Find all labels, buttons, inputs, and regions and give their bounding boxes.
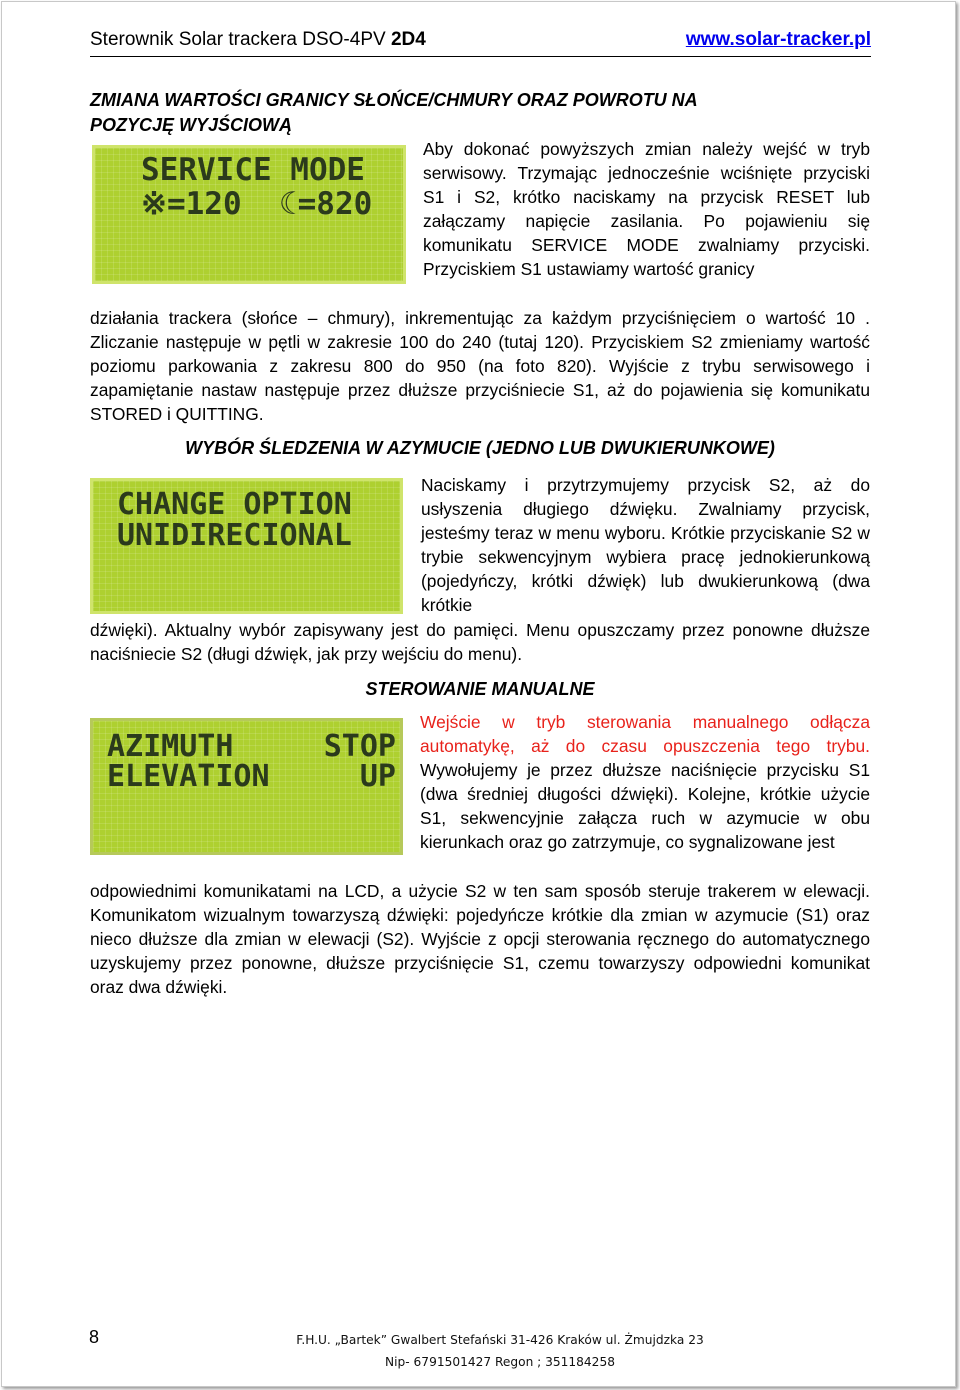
lcd-option-line1: CHANGE OPTION [117, 487, 352, 522]
header-title-model: 2D4 [390, 29, 426, 50]
lcd-service-line1: SERVICE MODE [141, 152, 365, 188]
footer-tax-ids: Nip- 6791501427 Regon ; 351184258 [385, 1355, 615, 1369]
section2-side-text: Naciskamy i przytrzymujemy przycisk S2, aż do usłyszenia długiego dźwięku. Zwalniamy przycisk, jesteśmy teraz w menu wyboru. Krótkie przyciskanie S2 w trybie sekwencyjnym wybiera pracę jednokierunkową (pojedyńczy, krótki dźwięk) lub dwukierunkową (dwa krótkie [421, 475, 870, 615]
section2-heading: WYBÓR ŚLEDZENIA W AZYMUCIE (JEDNO LUB DWUKIERUNKOWE) [185, 438, 775, 458]
page-header [90, 27, 871, 57]
page-number: 8 [89, 1327, 100, 1347]
section2-body-text: dźwięki). Aktualny wybór zapisywany jest do pamięci. Menu opuszczamy przez ponowne dłuższe naciśniecie S2 (długi dźwięk, jak przy wejściu do menu). [90, 620, 870, 664]
lcd-photo-service-mode [92, 145, 406, 284]
lcd-photo-azimuth-elevation [90, 718, 403, 855]
header-title-text: Sterownik Solar trackera DSO-4PV [90, 29, 391, 50]
header-title [90, 27, 426, 53]
header-website-link[interactable]: www.solar-tracker.pl [685, 29, 871, 50]
lcd-manual-line2: ELEVATION UP [107, 759, 396, 794]
section1-heading-line1: ZMIANA WARTOŚCI GRANICY SŁOŃCE/CHMURY ORAZ POWROTU NA [90, 90, 698, 110]
section3-warning-text: Wejście w tryb sterowania manualnego odłącza automatykę, aż do czasu opuszczenia tego trybu. [420, 712, 870, 756]
lcd-manual-line1: AZIMUTH STOP [107, 729, 396, 764]
section1-body-text: działania trackera (słońce – chmury), inkrementując za każdym przyciśnięciem o wartość 10 . Zliczanie następuje w pętli w zakresie 100 do 240 (tutaj 120). Przyciskiem S2 zmieniamy wartość poziomu parkowania z zakresu 800 do 950 (na foto 820). Wyjście z trybu serwisowego i zapamiętanie nastaw następuje przez dłuższe przyciśniecie S1, aż do pojawienia się komunikatu STORED i QUITTING. [90, 308, 870, 424]
footer-company-info [240, 1329, 760, 1373]
section1-side-text: Aby dokonać powyższych zmian należy wejść w tryb serwisowy. Trzymając jednocześnie wciśnięte przyciski S1 i S2, krótko naciskamy na przycisk RESET lub załączamy napięcie zasilania. Po pojawieniu się komunikatu SERVICE MODE zwalniamy przyciski. Przyciskiem S1 ustawiamy wartość granicy [423, 139, 870, 279]
section1-heading [90, 88, 872, 138]
section3-heading: STEROWANIE MANUALNE [365, 679, 595, 699]
lcd-photo-change-option [90, 478, 403, 614]
section3-side-text [420, 710, 870, 854]
lcd-option-line2: UNIDIRECIONAL [117, 518, 352, 553]
lcd-service-line2: ※=120 ☾=820 [141, 186, 373, 222]
section3-side-text-rest: Wywołujemy je przez dłuższe naciśnięcie przycisku S1 (dwa średniej długości dźwięki). Kolejne, krótkie użycie S1, sekwencyjnie załącza ruch w azymucie w obu kierunkach oraz go zatrzymuje, co sygnalizowane jest [420, 760, 870, 852]
section3-body-text: odpowiednimi komunikatami na LCD, a użycie S2 w ten sam sposób steruje trakerem w elewacji. Komunikatom wizualnym towarzyszą dźwięki: pojedyńcze krótkie dla zmian w azymucie (S1) oraz nieco dłuższe dla zmian w elewacji (S2). Wyjście z opcji sterowania ręcznego do automatycznego uzyskujemy przez ponowne, dłuższe przyciśnięcie S1, czemu towarzyszy odpowiedni komunikat oraz dwa dźwięki. [90, 881, 870, 997]
header-divider [90, 56, 871, 57]
footer-address: F.H.U. „Bartek” Gwalbert Stefański 31-426 Kraków ul. Żmujdzka 23 [296, 1333, 704, 1347]
section1-heading-line2: POZYCJĘ WYJŚCIOWĄ [90, 115, 293, 135]
